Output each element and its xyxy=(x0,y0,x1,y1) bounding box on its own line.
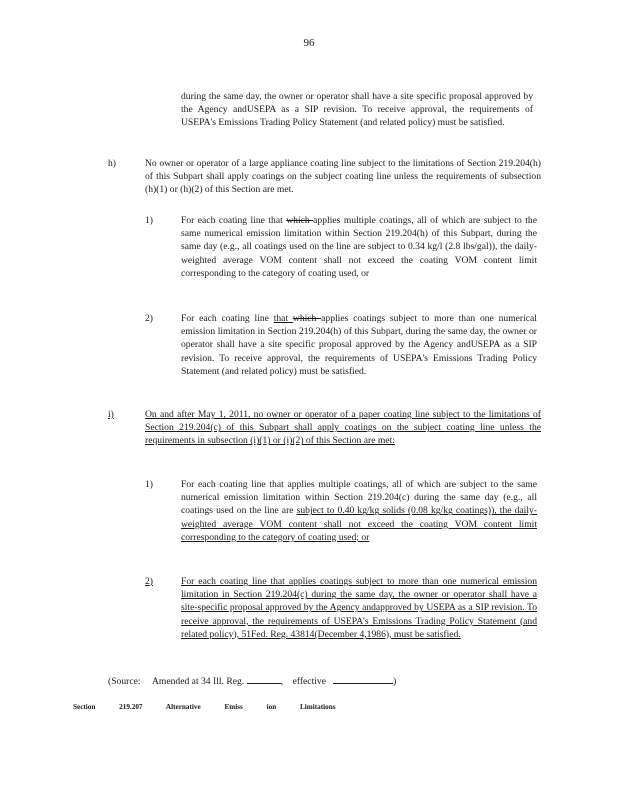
subsection-i1-text: For each coating line that applies multiple coatings, all of which are subject to the same numerical emission limitation within Section 219.204(c) during the same day (e.g., all coatings used on the line are subject to 0.40 kg/kg solids (0.08 kg/kg coatings)), the daily-weighted average VOM content shall not exceed the coating VOM content limit corresponding to the category of coating used; or xyxy=(181,479,538,543)
page-number: 96 xyxy=(303,37,315,49)
effective-date-blank xyxy=(333,673,393,684)
struck-text: which xyxy=(286,215,314,226)
subsection-h2-marker: 2) xyxy=(145,313,153,324)
subsection-i-marker: i) xyxy=(108,409,114,420)
subsection-i2-text: For each coating line that applies coatings subject to more than one numerical emission limitation in Section 219.204(c) during the same day, the owner or operator shall have a site-specific proposal approved by the Agency andapproved by USEPA as a SIP revision. To receive approval, the requirements of USEPA's Emissions Trading Policy Statement (and related policy), 51Fed. Reg. 43814(December 4,1986), must be satisfied. xyxy=(181,576,537,640)
subsection-i2-marker: 2) xyxy=(145,576,153,587)
struck-text: which xyxy=(292,313,322,324)
subsection-h-text: No owner or operator of a large appliance coating line subject to the limitations of Section 219.204(h) of this Subpart shall apply coatings on the subject coating line unless the requirements of subsection (h)(1) or (h)(2) of this Section are met. xyxy=(145,158,541,196)
inserted-text: that xyxy=(273,313,293,324)
subsection-h-marker: h) xyxy=(108,158,116,169)
inserted-text: subject to 0.40 kg/kg solids (0.08 kg/kg coatings)), the daily-weighted average VOM content shall not exceed the coating VOM content limit corresponding to the category of coating used; or xyxy=(181,505,538,543)
subsection-h1-text: For each coating line that which applies multiple coatings, all of which are subject to the same numerical emission limitation within Section 219.204(h) of this Subpart, during the same day (e.g., all coatings used on the line are subject to 0.34 kg/l (2.8 lbs/gal)), the daily-weighted average VOM content shall not exceed the coating VOM content limit corresponding to the category of coating used, or xyxy=(181,215,537,279)
subsection-i-text: On and after May 1, 2011, no owner or operator of a paper coating line subject to the limitations of Section 219.204(c) of this Subpart shall apply coatings on the subject coating line unless the requirements in subsection (i)(1) or (i)(2) of this Section are met: xyxy=(145,409,541,447)
next-section-heading: Section 219.207 Alternative Emiss ion Limitations xyxy=(73,703,336,711)
subsection-h1-marker: 1) xyxy=(145,215,153,226)
subsection-i1-marker: 1) xyxy=(145,479,153,490)
source-note: (Source: Amended at 34 Ill. Reg. , effective ) xyxy=(108,673,396,688)
subsection-h2-text: For each coating line that which applies coatings subject to more than one numerical emission limitation in Section 219.204(h) of this Subpart, during the same day, the owner or operator shall have a site specific proposal approved by the Agency andUSEPA as a SIP revision. To receive approval, the requirements of USEPA's Emissions Trading Policy Statement (and related policy) must be satisfied. xyxy=(181,313,537,377)
register-page-blank xyxy=(247,673,281,684)
intro-paragraph: during the same day, the owner or operator shall have a site specific proposal approved by the Agency andUSEPA as a SIP revision. To receive approval, the requirements of USEPA's Emissions Trading Policy Statement (and related policy) must be satisfied. xyxy=(181,91,533,129)
